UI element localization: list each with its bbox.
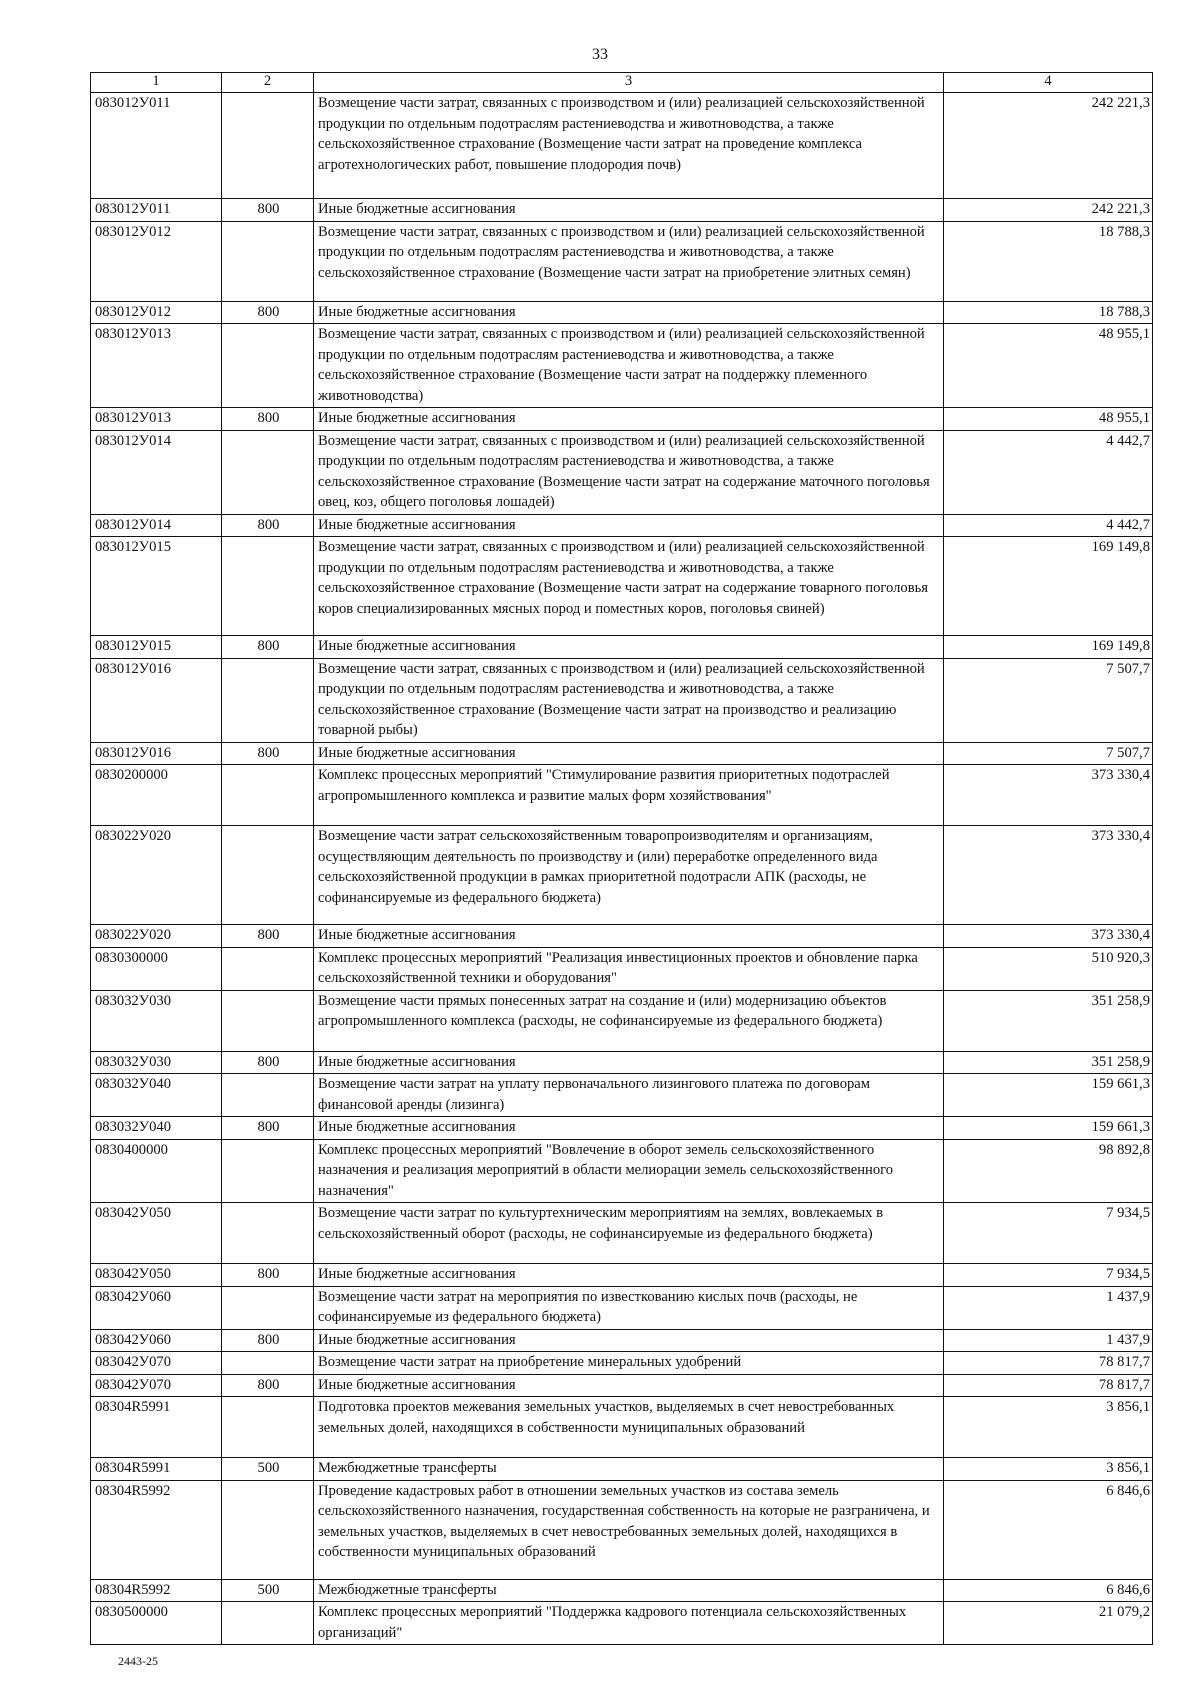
table-row: [91, 514, 1153, 537]
amount-cell: 510 920,3: [944, 947, 1153, 990]
expense-type-cell: [222, 1397, 314, 1458]
code-cell: 083012У014: [91, 430, 222, 514]
table-row: [91, 221, 1153, 301]
description-cell: Иные бюджетные ассигнования: [314, 514, 944, 537]
amount-cell: 242 221,3: [944, 93, 1153, 199]
description-cell: Межбюджетные трансферты: [314, 1458, 944, 1481]
code-cell: 083012У013: [91, 408, 222, 431]
amount-cell: 4 442,7: [944, 430, 1153, 514]
description-cell: Возмещение части затрат на мероприятия по известкованию кислых почв (расходы, не софинансируемые из федерального бюджета): [314, 1286, 944, 1329]
table-row: [91, 1397, 1153, 1458]
table-row: [91, 301, 1153, 324]
amount-cell: 18 788,3: [944, 221, 1153, 301]
code-cell: 08304R5991: [91, 1397, 222, 1458]
table-row: [91, 1117, 1153, 1140]
expense-type-cell: 800: [222, 1264, 314, 1287]
description-cell: Комплекс процессных мероприятий "Вовлечение в оборот земель сельскохозяйственного назначения и реализация мероприятий в области мелиорации земель сельскохозяйственного назначения": [314, 1139, 944, 1203]
description-cell: Иные бюджетные ассигнования: [314, 199, 944, 222]
expense-type-cell: [222, 537, 314, 636]
table-row: [91, 1329, 1153, 1352]
description-cell: Возмещение части затрат, связанных с производством и (или) реализацией сельскохозяйственной продукции по отдельным подотраслям растениеводства и животноводства, а также сельскохозяйственное страхование (Возмещение части затрат на проведение комплекса агротехнологических работ, повышение плодородия почв): [314, 93, 944, 199]
amount-cell: 78 817,7: [944, 1352, 1153, 1375]
code-cell: 08304R5992: [91, 1579, 222, 1602]
code-cell: 083012У012: [91, 221, 222, 301]
description-cell: Иные бюджетные ассигнования: [314, 1329, 944, 1352]
expense-type-cell: 800: [222, 742, 314, 765]
description-cell: Возмещение части прямых понесенных затрат на создание и (или) модернизацию объектов агропромышленного комплекса (расходы, не софинансируемые из федерального бюджета): [314, 990, 944, 1051]
expense-type-cell: [222, 1286, 314, 1329]
table-row: [91, 1579, 1153, 1602]
code-cell: 0830500000: [91, 1602, 222, 1645]
table-row: [91, 990, 1153, 1051]
table-row: [91, 1264, 1153, 1287]
table-row: [91, 1352, 1153, 1375]
code-cell: 083012У015: [91, 537, 222, 636]
table-row: [91, 199, 1153, 222]
description-cell: Комплекс процессных мероприятий "Реализация инвестиционных проектов и обновление парка сельскохозяйственной техники и оборудования": [314, 947, 944, 990]
description-cell: Иные бюджетные ассигнования: [314, 1264, 944, 1287]
amount-cell: 7 507,7: [944, 742, 1153, 765]
amount-cell: 351 258,9: [944, 1051, 1153, 1074]
code-cell: 083012У016: [91, 742, 222, 765]
amount-cell: 3 856,1: [944, 1397, 1153, 1458]
expense-type-cell: 800: [222, 301, 314, 324]
table-row: [91, 93, 1153, 199]
expense-type-cell: 800: [222, 408, 314, 431]
code-cell: 08304R5992: [91, 1480, 222, 1579]
description-cell: Возмещение части затрат, связанных с производством и (или) реализацией сельскохозяйственной продукции по отдельным подотраслям растениеводства и животноводства, а также сельскохозяйственное страхование (Возмещение части затрат на производство и реализацию товарной рыбы): [314, 658, 944, 742]
code-cell: 083012У012: [91, 301, 222, 324]
table-row: [91, 1602, 1153, 1645]
expense-type-cell: [222, 324, 314, 408]
amount-cell: 351 258,9: [944, 990, 1153, 1051]
table-row: [91, 1051, 1153, 1074]
expense-type-cell: [222, 93, 314, 199]
budget-table: [90, 72, 1153, 1645]
expense-type-cell: [222, 1352, 314, 1375]
code-cell: 083042У070: [91, 1352, 222, 1375]
amount-cell: 7 507,7: [944, 658, 1153, 742]
description-cell: Возмещение части затрат, связанных с производством и (или) реализацией сельскохозяйственной продукции по отдельным подотраслям растениеводства и животноводства, а также сельскохозяйственное страхование (Возмещение части затрат на поддержку племенного животноводства): [314, 324, 944, 408]
table-header-row: [91, 73, 1153, 93]
column-header-description: 3: [314, 73, 944, 93]
amount-cell: 159 661,3: [944, 1074, 1153, 1117]
document-id: 2443-25: [118, 1654, 158, 1668]
description-cell: Возмещение части затрат, связанных с производством и (или) реализацией сельскохозяйственной продукции по отдельным подотраслям растениеводства и животноводства, а также сельскохозяйственное страхование (Возмещение части затрат на содержание маточного поголовья овец, коз, общего поголовья лошадей): [314, 430, 944, 514]
description-cell: Иные бюджетные ассигнования: [314, 408, 944, 431]
table-row: [91, 765, 1153, 826]
amount-cell: 3 856,1: [944, 1458, 1153, 1481]
table-row: [91, 1480, 1153, 1579]
description-cell: Иные бюджетные ассигнования: [314, 1374, 944, 1397]
description-cell: Иные бюджетные ассигнования: [314, 742, 944, 765]
amount-cell: 169 149,8: [944, 537, 1153, 636]
description-cell: Возмещение части затрат по культуртехническим мероприятиям на землях, вовлекаемых в сельскохозяйственный оборот (расходы, не софинансируемые из федерального бюджета): [314, 1203, 944, 1264]
description-cell: Иные бюджетные ассигнования: [314, 301, 944, 324]
description-cell: Комплекс процессных мероприятий "Стимулирование развития приоритетных подотраслей агропромышленного комплекса и развитие малых форм хозяйствования": [314, 765, 944, 826]
code-cell: 083042У060: [91, 1286, 222, 1329]
code-cell: 083022У020: [91, 826, 222, 925]
code-cell: 083032У040: [91, 1117, 222, 1140]
expense-type-cell: [222, 1480, 314, 1579]
amount-cell: 6 846,6: [944, 1480, 1153, 1579]
table-body: [91, 93, 1153, 1645]
code-cell: 0830200000: [91, 765, 222, 826]
table-row: [91, 1139, 1153, 1203]
code-cell: 083042У070: [91, 1374, 222, 1397]
amount-cell: 242 221,3: [944, 199, 1153, 222]
expense-type-cell: 800: [222, 1117, 314, 1140]
table-row: [91, 1203, 1153, 1264]
expense-type-cell: 800: [222, 1051, 314, 1074]
expense-type-cell: [222, 826, 314, 925]
expense-type-cell: [222, 1139, 314, 1203]
amount-cell: 169 149,8: [944, 636, 1153, 659]
amount-cell: 373 330,4: [944, 826, 1153, 925]
description-cell: Иные бюджетные ассигнования: [314, 636, 944, 659]
table-row: [91, 1458, 1153, 1481]
description-cell: Возмещение части затрат на приобретение минеральных удобрений: [314, 1352, 944, 1375]
amount-cell: 373 330,4: [944, 765, 1153, 826]
amount-cell: 7 934,5: [944, 1264, 1153, 1287]
amount-cell: 1 437,9: [944, 1329, 1153, 1352]
column-header-expense-type: 2: [222, 73, 314, 93]
column-header-amount: 4: [944, 73, 1153, 93]
description-cell: Комплекс процессных мероприятий "Поддержка кадрового потенциала сельскохозяйственных организаций": [314, 1602, 944, 1645]
code-cell: 0830300000: [91, 947, 222, 990]
table-row: [91, 1286, 1153, 1329]
amount-cell: 1 437,9: [944, 1286, 1153, 1329]
description-cell: Возмещение части затрат, связанных с производством и (или) реализацией сельскохозяйственной продукции по отдельным подотраслям растениеводства и животноводства, а также сельскохозяйственное страхование (Возмещение части затрат на приобретение элитных семян): [314, 221, 944, 301]
code-cell: 0830400000: [91, 1139, 222, 1203]
amount-cell: 78 817,7: [944, 1374, 1153, 1397]
amount-cell: 21 079,2: [944, 1602, 1153, 1645]
code-cell: 083012У013: [91, 324, 222, 408]
table-row: [91, 1074, 1153, 1117]
expense-type-cell: 800: [222, 1329, 314, 1352]
code-cell: 083042У050: [91, 1203, 222, 1264]
code-cell: 08304R5991: [91, 1458, 222, 1481]
code-cell: 083012У011: [91, 199, 222, 222]
table-row: [91, 826, 1153, 925]
amount-cell: 6 846,6: [944, 1579, 1153, 1602]
description-cell: Иные бюджетные ассигнования: [314, 1117, 944, 1140]
amount-cell: 373 330,4: [944, 925, 1153, 948]
table-row: [91, 925, 1153, 948]
code-cell: 083032У040: [91, 1074, 222, 1117]
table-row: [91, 537, 1153, 636]
amount-cell: 18 788,3: [944, 301, 1153, 324]
description-cell: Возмещение части затрат на уплату первоначального лизингового платежа по договорам финансовой аренды (лизинга): [314, 1074, 944, 1117]
expense-type-cell: [222, 947, 314, 990]
code-cell: 083012У011: [91, 93, 222, 199]
expense-type-cell: [222, 990, 314, 1051]
expense-type-cell: [222, 221, 314, 301]
description-cell: Проведение кадастровых работ в отношении земельных участков из состава земель сельскохозяйственного назначения, государственная собственность на которые не разграничена, и земельных участков, выделяемых в счет невостребованных земельных долей, находящихся в собственности муниципальных образований: [314, 1480, 944, 1579]
expense-type-cell: 800: [222, 199, 314, 222]
expense-type-cell: 800: [222, 925, 314, 948]
code-cell: 083032У030: [91, 1051, 222, 1074]
expense-type-cell: 800: [222, 636, 314, 659]
table-row: [91, 1374, 1153, 1397]
table-row: [91, 408, 1153, 431]
amount-cell: 4 442,7: [944, 514, 1153, 537]
page-number: 33: [592, 46, 608, 63]
expense-type-cell: 800: [222, 514, 314, 537]
description-cell: Подготовка проектов межевания земельных участков, выделяемых в счет невостребованных земельных долей, находящихся в собственности муниципальных образований: [314, 1397, 944, 1458]
table-row: [91, 430, 1153, 514]
expense-type-cell: [222, 658, 314, 742]
table-row: [91, 742, 1153, 765]
table-row: [91, 636, 1153, 659]
expense-type-cell: [222, 765, 314, 826]
table-row: [91, 658, 1153, 742]
amount-cell: 159 661,3: [944, 1117, 1153, 1140]
code-cell: 083012У014: [91, 514, 222, 537]
code-cell: 083012У016: [91, 658, 222, 742]
code-cell: 083022У020: [91, 925, 222, 948]
expense-type-cell: [222, 1602, 314, 1645]
expense-type-cell: 800: [222, 1374, 314, 1397]
description-cell: Возмещение части затрат, связанных с производством и (или) реализацией сельскохозяйственной продукции по отдельным подотраслям растениеводства и животноводства, а также сельскохозяйственное страхование (Возмещение части затрат на содержание товарного поголовья коров специализированных мясных пород и поместных коров, поголовья свиней): [314, 537, 944, 636]
code-cell: 083032У030: [91, 990, 222, 1051]
amount-cell: 48 955,1: [944, 324, 1153, 408]
description-cell: Иные бюджетные ассигнования: [314, 925, 944, 948]
description-cell: Возмещение части затрат сельскохозяйственным товаропроизводителям и организациям, осуществляющим деятельность по производству и (или) переработке определенного вида сельскохозяйственной продукции в рамках приоритетной подотрасли АПК (расходы, не софинансируемые из федерального бюджета): [314, 826, 944, 925]
table-row: [91, 324, 1153, 408]
column-header-code: 1: [91, 73, 222, 93]
expense-type-cell: [222, 1203, 314, 1264]
amount-cell: 98 892,8: [944, 1139, 1153, 1203]
expense-type-cell: [222, 430, 314, 514]
description-cell: Межбюджетные трансферты: [314, 1579, 944, 1602]
expense-type-cell: 500: [222, 1579, 314, 1602]
description-cell: Иные бюджетные ассигнования: [314, 1051, 944, 1074]
amount-cell: 7 934,5: [944, 1203, 1153, 1264]
expense-type-cell: 500: [222, 1458, 314, 1481]
table-row: [91, 947, 1153, 990]
code-cell: 083012У015: [91, 636, 222, 659]
code-cell: 083042У050: [91, 1264, 222, 1287]
code-cell: 083042У060: [91, 1329, 222, 1352]
expense-type-cell: [222, 1074, 314, 1117]
amount-cell: 48 955,1: [944, 408, 1153, 431]
